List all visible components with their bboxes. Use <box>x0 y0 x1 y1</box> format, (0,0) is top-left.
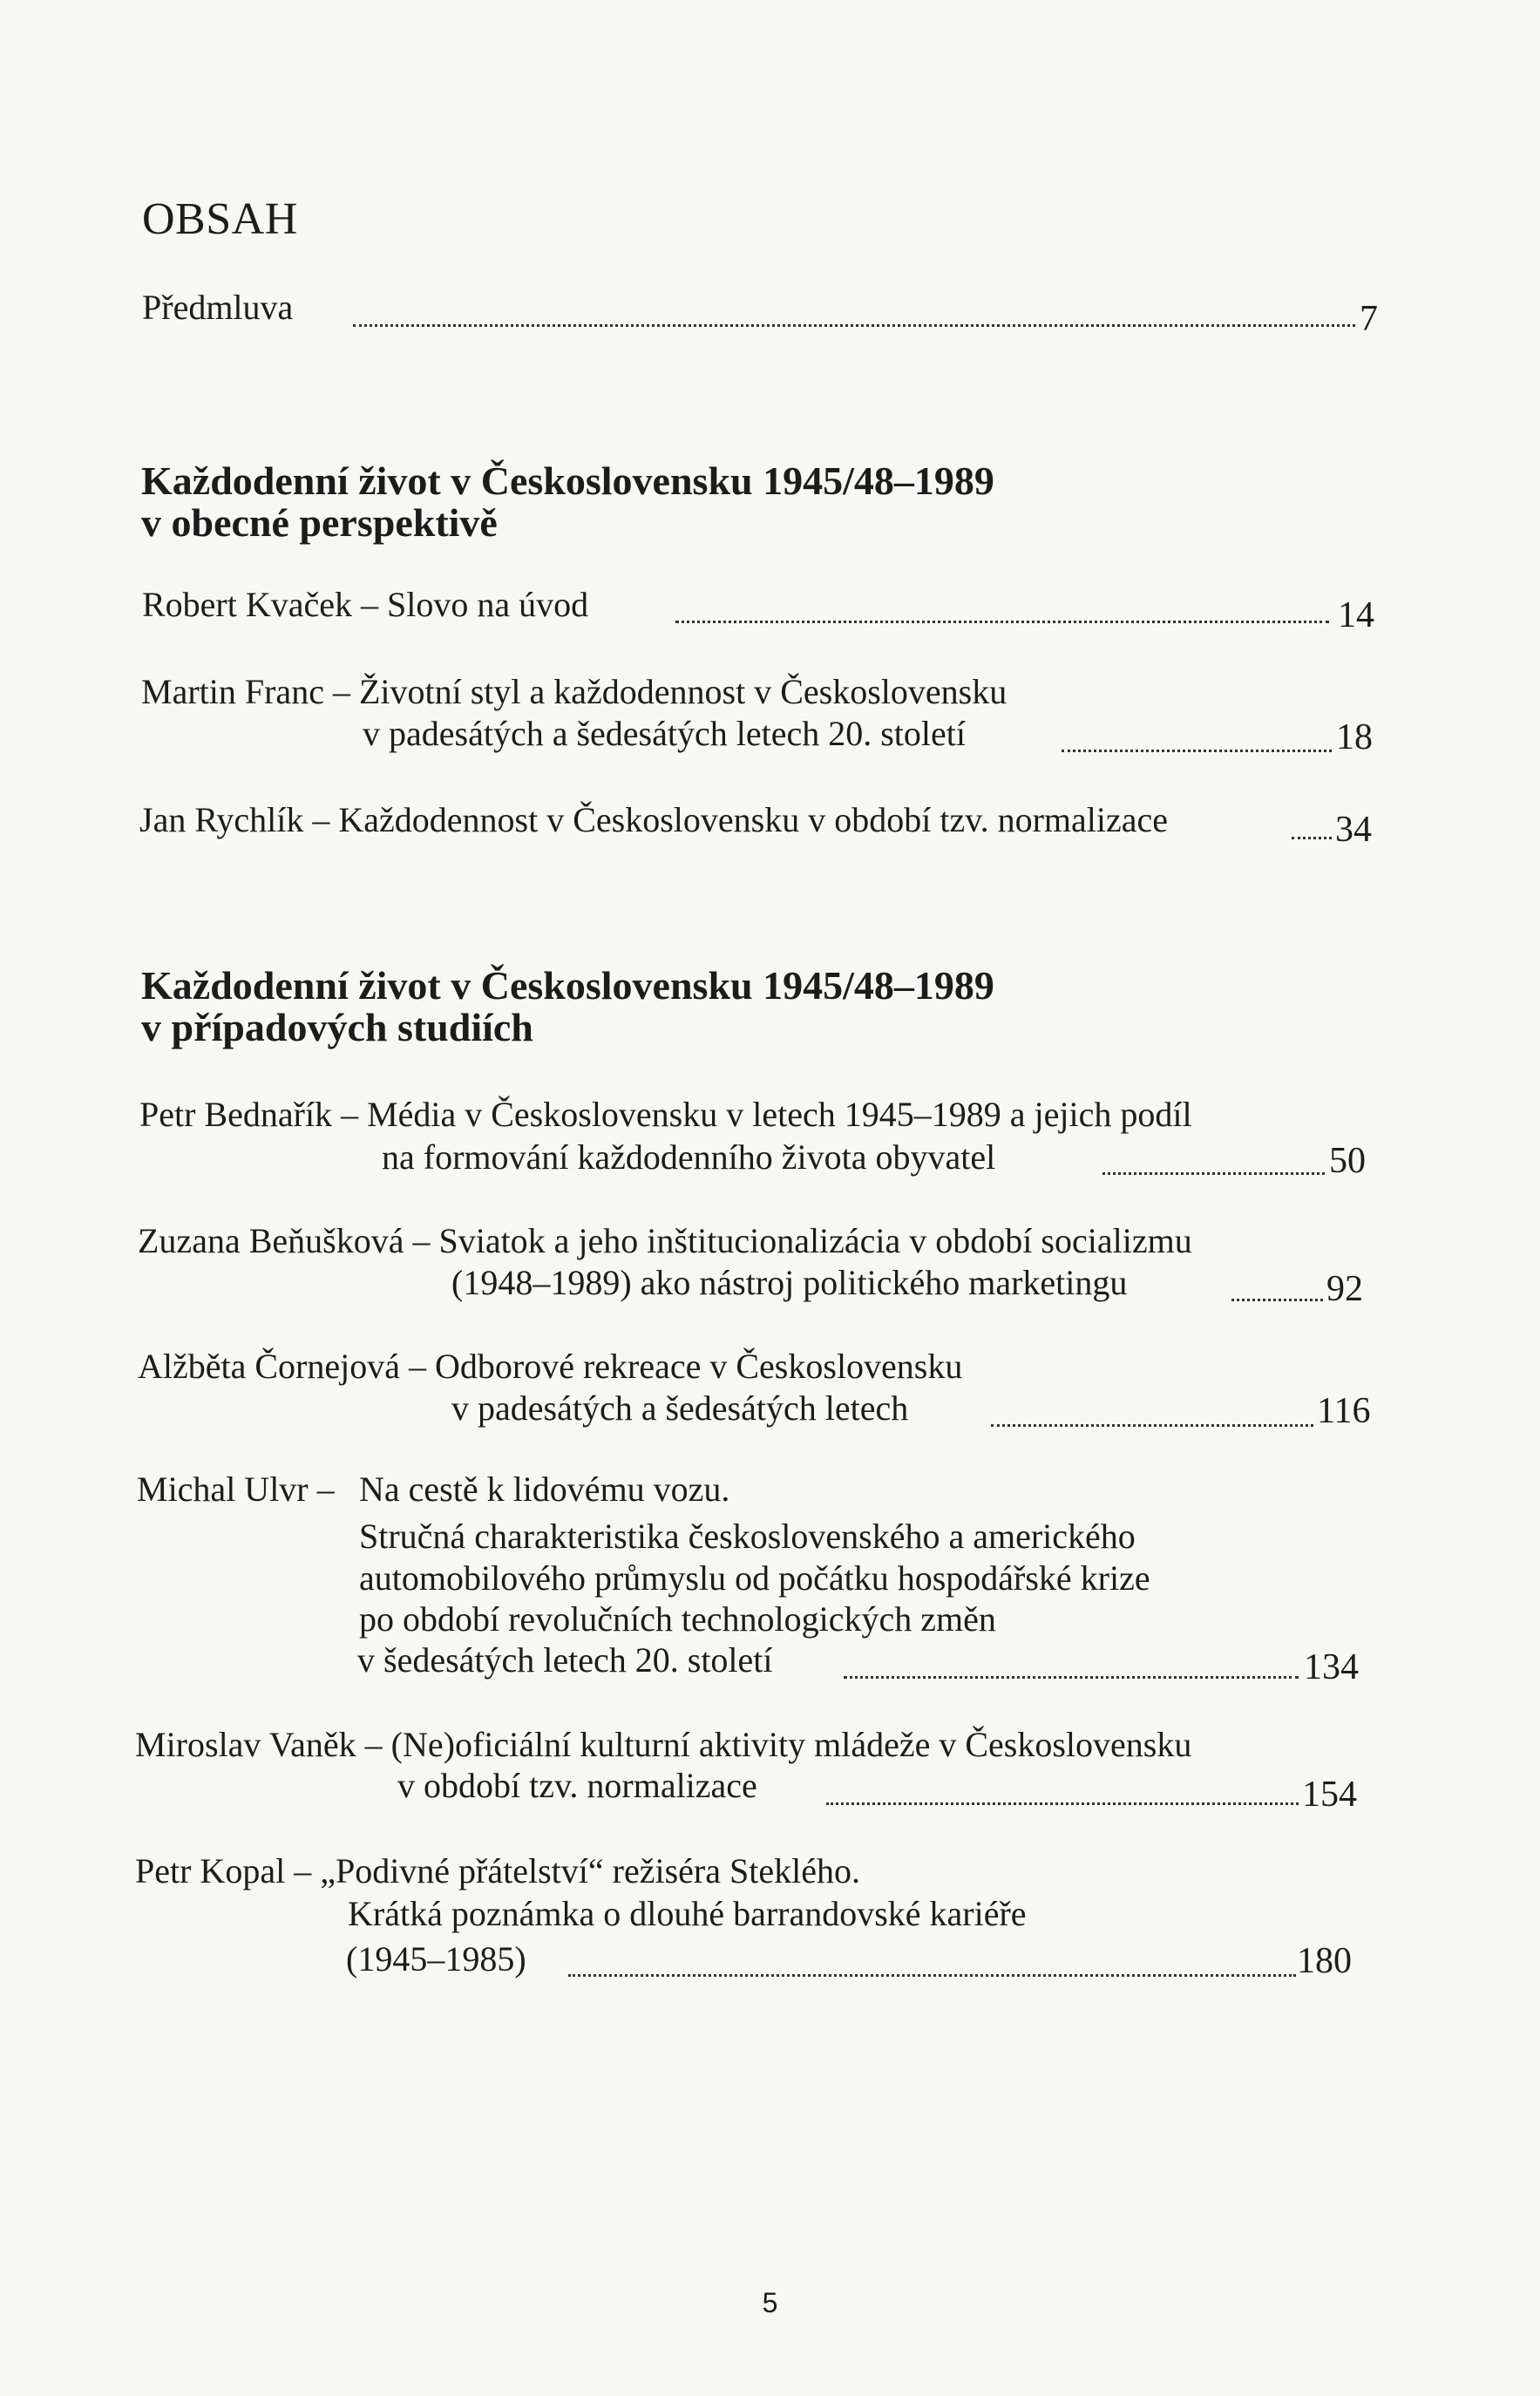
entry-title-line2: v období tzv. normalizace <box>397 1766 757 1805</box>
entry-title-line2: Krátká poznámka o dlouhé barrandovské kariéře <box>348 1894 1027 1933</box>
page-number: 154 <box>1302 1775 1357 1815</box>
entry-title: Odborové rekreace v Československu <box>435 1347 963 1386</box>
entry-author: Robert Kvaček – <box>142 585 388 624</box>
entry-title: Každodennost v Československu v období tzv. normalizace <box>338 800 1169 839</box>
page-number: 180 <box>1297 1941 1352 1981</box>
entry-author: Petr Kopal – <box>135 1851 321 1890</box>
entry-title-line2: (1948–1989) ako nástroj politického marketingu <box>451 1263 1128 1302</box>
entry-title: Média v Československu v letech 1945–1989 a jejich podíl <box>367 1095 1192 1134</box>
dot-leader <box>675 621 1329 623</box>
folio-page-number: 5 <box>762 2287 778 2318</box>
entry-title: Předmluva <box>142 288 294 327</box>
entry-author: Jan Rychlík – <box>139 800 339 839</box>
entry-title: Životní styl a každodennost v Československu <box>358 672 1007 711</box>
section-title-line1: Každodenní život v Československu 1945/48–1989 <box>141 458 994 503</box>
entry-author-title <box>139 799 1168 841</box>
entry-title-line2: v padesátých a šedesátých letech 20. století <box>363 714 966 753</box>
entry-author: Miroslav Vaněk – <box>135 1725 391 1764</box>
entry-title: Slovo na úvod <box>387 585 589 624</box>
entry-title-line3: (1945–1985) <box>346 1939 526 1979</box>
entry-title-line2: Stručná charakteristika československého a amerického <box>359 1517 1136 1556</box>
entry-title: (Ne)oficiální kulturní aktivity mládeže v Československu <box>390 1725 1192 1764</box>
page-number: 18 <box>1336 717 1373 757</box>
page-number: 7 <box>1360 299 1378 339</box>
entry-title-line3: automobilového průmyslu od počátku hospodářské krize <box>359 1558 1150 1598</box>
section-title-line2: v obecné perspektivě <box>141 500 498 545</box>
dot-leader <box>1292 837 1332 839</box>
entry-author-title <box>141 671 1007 713</box>
entry-author-title <box>139 1094 1192 1136</box>
entry-author-title <box>142 584 588 626</box>
entry-author-title <box>138 1346 962 1388</box>
dot-leader <box>1231 1299 1323 1301</box>
section-title-line1: Každodenní život v Československu 1945/48–1989 <box>141 963 994 1008</box>
entry-author: Alžběta Čornejová – <box>138 1347 435 1386</box>
page-number: 50 <box>1329 1141 1366 1181</box>
dot-leader <box>991 1424 1313 1427</box>
entry-author-title <box>135 1724 1191 1766</box>
section-title-line2: v případových studiích <box>141 1005 533 1049</box>
entry-title-line5: v šedesátých letech 20. století <box>357 1640 773 1680</box>
page-number: 92 <box>1326 1269 1363 1309</box>
entry-author-title <box>135 1850 860 1892</box>
entry-title: Sviatok a jeho inštitucionalizácia v období socializmu <box>438 1221 1192 1260</box>
dot-leader <box>1062 750 1332 752</box>
dot-leader <box>826 1802 1299 1805</box>
entry-author-title <box>138 1220 1192 1262</box>
page-number: 116 <box>1317 1391 1371 1431</box>
entry-title-line2: na formování každodenního života obyvatel <box>382 1137 996 1177</box>
page-number: 14 <box>1338 595 1374 635</box>
entry-author: Petr Bednařík – <box>139 1095 368 1134</box>
entry-title-line2: v padesátých a šedesátých letech <box>451 1388 909 1428</box>
entry-title-line4: po období revolučních technologických změn <box>359 1599 996 1639</box>
page-number: 34 <box>1335 810 1372 850</box>
dot-leader <box>568 1974 1296 1977</box>
page-number: 134 <box>1304 1647 1359 1687</box>
entry-author: Zuzana Beňušková – <box>138 1221 439 1260</box>
entry-author: Michal Ulvr – <box>137 1470 335 1509</box>
dot-leader <box>1102 1172 1325 1175</box>
entry-author: Martin Franc – <box>141 672 359 711</box>
toc-heading: OBSAH <box>142 194 298 244</box>
dot-leader <box>844 1676 1299 1679</box>
entry-title: Na cestě k lidovému vozu. <box>359 1470 730 1509</box>
dot-leader <box>353 324 1355 327</box>
entry-title: „Podivné přátelství“ režiséra Steklého. <box>320 1851 860 1890</box>
